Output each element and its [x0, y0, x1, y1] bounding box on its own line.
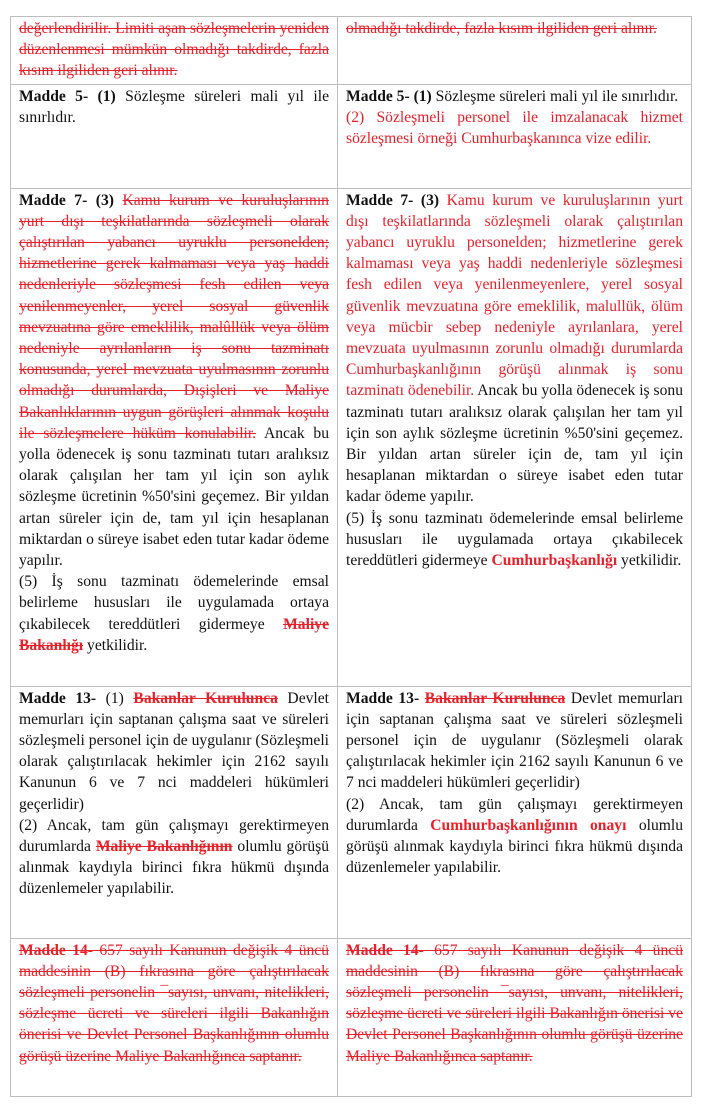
deleted-text: 657 sayılı Kanunun değişik 4 üncü maddesinin (B) fıkrasına göre çalıştırılacak sözleşmeli personelin ¯sayısı, unvanı, nitelikleri, sözleşme ücreti ve süreleri ilgili Bakanlığın önerisi ve Devlet Personel Başkanlığının olumlu görüşü üzerine Maliye Bakanlığınca saptanır. — [346, 941, 683, 1065]
deleted-heading: Madde 14- — [346, 941, 424, 959]
article-text: olumlu görüşü alınmak kaydıyla birinci fıkra hükmü dışında düzenlemeler yapılabilir. — [19, 838, 330, 898]
article-text: Ancak bu yolla ödenecek iş sonu tazminatı tutarı aralıksız olarak çalışılan her tam yıl için son aylık sözleşme ücretinin %50'sini geçemez. Bir yıldan artan süreler için de, tam yıl için hesaplanan miktardan o süreye isabet eden tutar kadar ödeme yapılır. — [19, 424, 329, 570]
old-text-cell — [11, 938, 338, 1096]
new-text-cell — [338, 938, 692, 1096]
added-text: (2) Sözleşmeli personel ile imzalanacak hizmet sözleşmesi örneği Cumhurbaşkanınca vize edilir. — [346, 108, 683, 148]
article-text: olumlu görüşü alınmak kaydıyla birinci fıkra hükmü dışında düzenlemeler yapılabilir. — [346, 816, 683, 877]
paragraph-2 — [19, 815, 329, 900]
deleted-text: Bakanlar Kurulunca — [133, 689, 278, 707]
old-text-cell — [11, 686, 338, 938]
deleted-text: Maliye Bakanlığı — [19, 615, 329, 654]
article-text: (2) Ancak, tam gün çalışmayı gerektirmeyen durumlarda — [346, 795, 683, 834]
deleted-text: Kamu kurum ve kuruluşlarının yurt dışı teşkilatlarında sözleşmeli olarak çalıştırılan yabancı uyruklu personelden; hizmetlerine gerek kalmaması veya yaş haddi nedenleriyle sözleşmesi fesh edilen veya yenilenmeyenler, yerel sosyal güvenlik mevzuatına göre emeklilik, malûllük veya ölüm nedeniyle ayrılanların iş sonu tazminatı konusunda, yerel mevzuata uyulmasının zorunlu olmadığı durumlarda, Dışişleri ve Maliye Bakanlıklarının uygun görüşleri alınmak koşulu ile sözleşmelere hüküm konulabilir. — [19, 191, 329, 442]
article-heading: Madde 7- (3) — [346, 191, 440, 209]
paragraph-5 — [19, 571, 329, 656]
article-heading: Madde 5- (1) — [19, 87, 116, 105]
deleted-text: 657 sayılı Kanunun değişik 4 üncü maddesinin (B) fıkrasına göre çalıştırılacak sözleşmeli personelin ¯sayısı, unvanı, nitelikleri, sözleşme ücreti ve süreleri ilgili Bakanlığın önerisi ve Devlet Personel Başkanlığının olumlu görüşü üzerine Maliye Bakanlığınca saptanır. — [19, 941, 330, 1065]
table-row — [11, 188, 692, 686]
deleted-text: değerlendirilir. Limiti aşan sözleşmelerin yeniden düzenlenmesi mümkün olmadığı takdirde, fazla kısım ilgiliden geri alınır. — [19, 20, 329, 80]
paragraph-2 — [346, 794, 683, 879]
new-text-cell — [338, 188, 692, 686]
added-text: Cumhurbaşkanlığının onayı — [430, 816, 627, 834]
article-heading: Madde 7- (3) — [19, 191, 114, 209]
article-text: Sözleşme süreleri mali yıl ile sınırlıdır. — [19, 87, 329, 126]
article-text: Ancak bu yolla ödenecek iş sonu tazminatı tutarı aralıksız olarak çalışılan her tam yıl için son aylık sözleşme ücretinin %50'sini geçemez. Bir yıldan artan süreler için de, tam yıl için hesaplanan miktardan o süreye isabet eden tutar kadar ödeme yapılır. — [346, 382, 683, 506]
new-text-cell — [338, 686, 692, 938]
article-text: Devlet memurları için saptanan çalışma saat ve süreleri sözleşmeli personel için de uygulanır (Sözleşmeli olarak çalıştırılacak hekimler için 2162 sayılı Kanunun 6 ve 7 nci maddeleri hükümleri geçerlidir) — [19, 689, 329, 813]
article-text: (5) İş sonu tazminatı ödemelerinde emsal belirleme hususları ile uygulamada ortaya çıkabilecek tereddütleri gidermeye — [346, 509, 683, 570]
article-text: Devlet memurları için saptanan çalışma saat ve süreleri sözleşmeli personel için de uygulanır (Sözleşmeli olarak çalıştırılacak hekimler için 2162 sayılı Kanunun 6 ve 7 nci maddeleri hükümleri geçerlidir) — [346, 689, 683, 792]
article-heading: Madde 13- — [346, 689, 425, 707]
new-text-cell — [338, 84, 692, 188]
added-text: Kamu kurum ve kuruluşlarının yurt dışı teşkilatlarında sözleşmeli olarak çalıştırılan yabancı uyruklu personelden; hizmetlerine gerek kalmaması veya yaş haddi nedenleriyle sözleşmesi fesh edilen veya yenilenmeyenlere, yerel sosyal güvenlik mevzuatına göre emeklilik, malullük, ölüm veya mücbir sebep nedeniyle ayrılanlara, yerel mevzuata uyulmasının zorunlu olmadığı durumlarda Cumhurbaşkanlığının görüşü alınmak iş sonu tazminatı ödenebilir. — [346, 191, 683, 400]
article-text: (2) Ancak, tam gün çalışmayı gerektirmeyen durumlarda — [19, 816, 329, 856]
old-text-cell — [11, 17, 338, 85]
table-row — [11, 84, 692, 188]
article-text: yetkilidir. — [617, 552, 682, 570]
paragraph-5 — [346, 508, 683, 572]
deleted-text: Maliye Bakanlığının — [95, 838, 233, 856]
deleted-heading: Madde 14- — [19, 941, 93, 959]
old-text-cell — [11, 84, 338, 188]
added-text: Cumhurbaşkanlığı — [491, 552, 618, 570]
table-row — [11, 686, 692, 938]
deleted-text: Bakanlar Kurulunca — [424, 689, 566, 707]
comparison-table — [10, 16, 692, 1097]
article-text: yetkilidir. — [83, 636, 148, 654]
paragraph-number: (1) — [96, 689, 134, 707]
article-text: Sözleşme süreleri mali yıl ile sınırlıdır. — [431, 87, 679, 105]
table-row — [11, 17, 692, 85]
article-text: (5) İş sonu tazminatı ödemelerinde emsal belirleme hususları ile uygulamada ortaya çıkabilecek tereddütleri gidermeye — [19, 573, 329, 633]
article-heading: Madde 5- (1) — [346, 87, 432, 105]
article-heading: Madde 13- — [19, 689, 97, 707]
deleted-text: olmadığı takdirde, fazla kısım ilgiliden geri alınır. — [346, 20, 657, 37]
old-text-cell — [11, 188, 338, 686]
table-row — [11, 938, 692, 1096]
new-text-cell — [338, 17, 692, 85]
